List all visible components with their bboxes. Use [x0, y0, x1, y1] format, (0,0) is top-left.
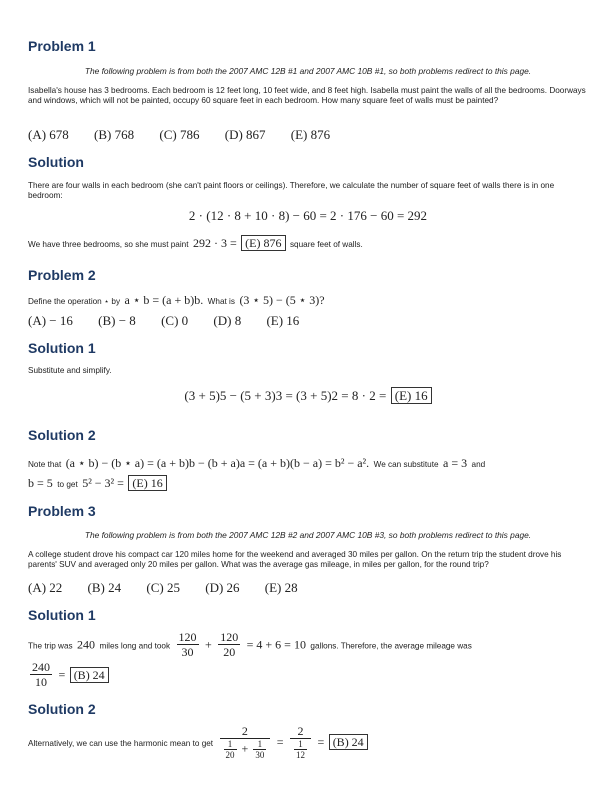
solution-1-equation [28, 387, 588, 405]
choice: (C) 25 [146, 580, 180, 595]
solution-equation: 2 · (12 · 8 + 10 · 8) − 60 = 2 · 176 − 60 = 292 [188, 208, 428, 223]
choice: (A) 678 [28, 127, 69, 142]
text: We can substitute [373, 460, 439, 469]
text: gallons. Therefore, the average mileage was [310, 641, 472, 651]
answer-box: (E) 16 [128, 475, 166, 491]
solution-conclusion [28, 234, 588, 252]
choice: (E) 28 [264, 580, 298, 595]
text: miles long and took [99, 641, 171, 651]
solution-title: Solution [28, 154, 84, 170]
math: b = 5 [28, 476, 53, 490]
solution-text: There are four walls in each bedroom (she can't paint floors or ceilings). Therefore, we calculate the number of square feet of walls there is in one bedroom: [28, 181, 555, 201]
problem-3-title: Problem 3 [28, 503, 96, 519]
fraction: $\frac{240}{10}$ [32, 660, 50, 689]
fraction: $\frac{120}{20}$ [220, 630, 239, 659]
answer-box: (E) 16 [391, 387, 432, 404]
solution-1-line: The trip was 240 miles long and took $\frac{120}{30}$ + $\frac{120}{20}$ = 4 + 6 = 10 gallons. Therefore, the average mileage was [28, 630, 472, 659]
solution-1-title: Solution 1 [28, 340, 96, 356]
conclusion-text-end: square feet of walls. [289, 240, 363, 249]
math: (a ⋆ b) − (b ⋆ a) = (a + b)b − (b + a)a = (a + b)(b − a) = b² − a². [65, 456, 370, 470]
choice: (B) − 8 [98, 313, 136, 328]
solution-2-title: Solution 2 [28, 427, 96, 443]
math: 5² − 3² = [82, 476, 124, 490]
solution-1-result: $\frac{240}{10}$ = (B) 24 [28, 660, 588, 689]
equation: (3 + 5)5 − (5 + 3)3 = (3 + 5)2 = 8 · 2 = [184, 388, 387, 403]
choice: (D) 867 [224, 127, 266, 142]
text: and [471, 460, 486, 469]
choice: (C) 786 [159, 127, 200, 142]
problem-1-text: Isabella's house has 3 bedrooms. Each bedroom is 12 feet long, 10 feet wide, and 8 feet high. Isabella must paint the walls of all the bedrooms. Doorways and windows, which will not be painted, occupy 60 square feet in each bedroom. How many square feet of walls must be painted? [28, 86, 586, 106]
small-fraction: $\frac{1}{30}$ [255, 739, 265, 760]
small-fraction: $\frac{1}{12}$ [296, 739, 305, 760]
text: Note that [28, 460, 62, 469]
problem-1-choices [28, 127, 588, 143]
choice: (A) 22 [28, 580, 63, 595]
choice: (E) 876 [290, 127, 331, 142]
math: = 4 + 6 = 10 [246, 637, 306, 652]
choice: (A) − 16 [28, 313, 73, 328]
text: Define the operation ⋆ by [28, 297, 121, 306]
problem-2-title: Problem 2 [28, 267, 96, 283]
fraction: $\frac{120}{30}$ [178, 630, 197, 659]
choice: (D) 8 [213, 313, 242, 328]
fraction: $\frac{2}{\frac{1}{12}}$ [290, 724, 311, 760]
text: What is [207, 297, 235, 306]
math: (3 ⋆ 5) − (5 ⋆ 3)? [239, 293, 325, 307]
text: to get [57, 480, 78, 489]
math: a ⋆ b = (a + b)b. [124, 293, 204, 307]
choice: (B) 768 [94, 127, 135, 142]
solution-1-text: Substitute and simplify. [28, 366, 112, 375]
solution-2-text [28, 453, 588, 493]
math: 240 [77, 637, 96, 652]
choice: (C) 0 [161, 313, 189, 328]
solution-1-title: Solution 1 [28, 607, 96, 623]
problem-2-choices [28, 313, 588, 329]
small-fraction: $\frac{1}{20}$ [225, 739, 235, 760]
choice: (E) 16 [266, 313, 300, 328]
text: The trip was [28, 641, 73, 651]
problem-1-title: Problem 1 [28, 38, 96, 54]
solution-2-title: Solution 2 [28, 701, 96, 717]
solution-2-line: Alternatively, we can use the harmonic mean to get 2 $\frac{1}{20}$ + $\frac{1}{30}$ = $\frac{2}{\frac{1}{12}}$ = (B) 24 [28, 724, 588, 760]
answer-box: (E) 876 [241, 235, 285, 251]
problem-3-text: A college student drove his compact car 120 miles home for the weekend and averaged 30 miles per gallon. On the return trip the student drove his parents' SUV and averaged only 20 miles per gallon. What was the average gas mileage, in miles per gallon, for the round trip? [28, 550, 562, 570]
text: Alternatively, we can use the harmonic mean to get [28, 739, 214, 749]
conclusion-math: 292 · 3 = [192, 236, 237, 250]
conclusion-text: We have three bedrooms, so she must paint [28, 240, 189, 249]
choice: (D) 26 [205, 580, 240, 595]
problem-3-choices [28, 580, 588, 596]
math: a = 3 [443, 456, 468, 470]
answer-box: (B) 24 [70, 667, 109, 683]
problem-1-note: The following problem is from both the 2007 AMC 12B #1 and 2007 AMC 10B #1, so both problems redirect to this page. [84, 66, 532, 76]
harmonic-fraction: 2 $\frac{1}{20}$ + $\frac{1}{30}$ [220, 724, 271, 760]
problem-2-text [28, 291, 588, 309]
choice: (B) 24 [87, 580, 122, 595]
answer-box: (B) 24 [329, 734, 368, 750]
problem-3-note: The following problem is from both the 2007 AMC 12B #2 and 2007 AMC 10B #3, so both problems redirect to this page. [84, 530, 532, 540]
